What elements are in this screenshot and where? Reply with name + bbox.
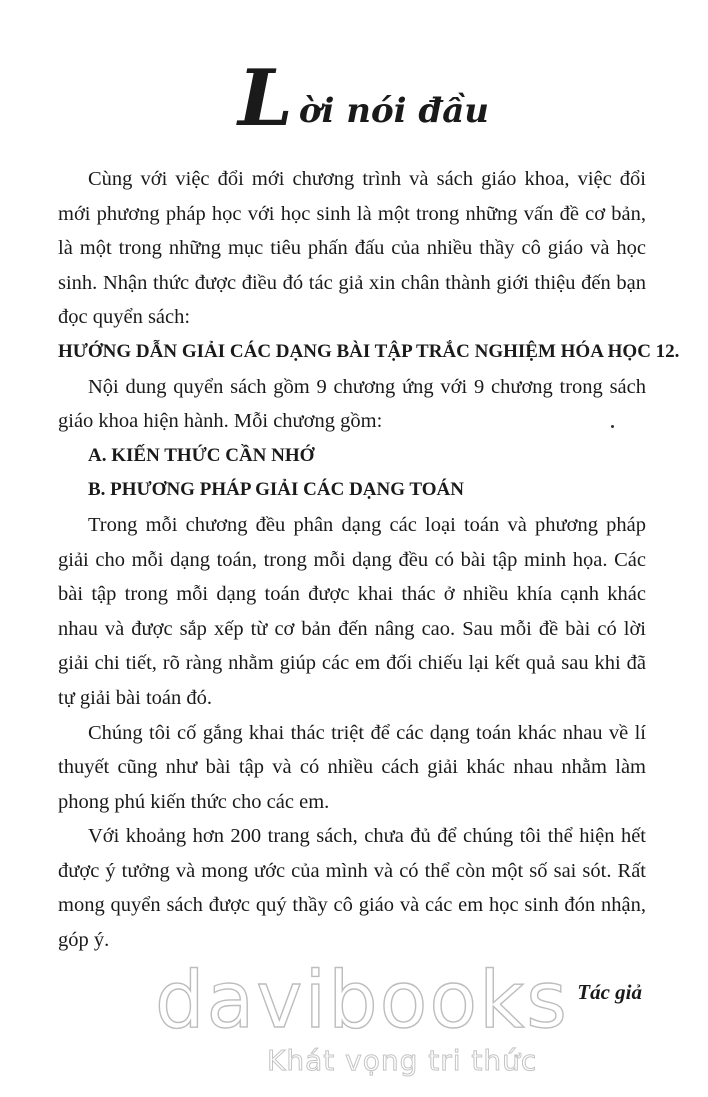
author-signature: Tác giả (577, 980, 642, 1004)
stray-dot (611, 425, 614, 428)
watermark-tagline: Khát vọng tri thức (267, 1044, 538, 1077)
paragraph-contents: Nội dung quyển sách gồm 9 chương ứng với 9 chương trong sách giáo khoa hiện hành. Mỗi chương gồm: (58, 375, 646, 433)
book-title: HƯỚNG DẪN GIẢI CÁC DẠNG BÀI TẬP TRẮC NGHIỆM HÓA HỌC 12. (58, 340, 680, 362)
section-a-heading: A. KIẾN THỨC CẦN NHỚ (88, 444, 315, 466)
watermark (155, 956, 575, 1077)
section-b-heading: B. PHƯƠNG PHÁP GIẢI CÁC DẠNG TOÁN (88, 479, 464, 501)
watermark-brand: davibooks (155, 956, 569, 1046)
title-rest: ời nói đầu (298, 91, 489, 131)
paragraph-effort: Chúng tôi cố gắng khai thác triệt để các dạng toán khác nhau về lí thuyết cũng như bài tập và có nhiều cách giải khác nhau nhằm làm phong phú kiến thức cho các em. (58, 721, 646, 813)
paragraph-intro: Cùng với việc đổi mới chương trình và sách giáo khoa, việc đổi mới phương pháp học với học sinh là một trong những vấn đề cơ bản, là một trong những mục tiêu phấn đấu của nhiều thầy cô giáo và học sinh. Nhận thức được điều đó tác giả xin chân thành giới thiệu đến bạn đọc quyển sách: (58, 168, 646, 329)
paragraph-method: Trong mỗi chương đều phân dạng các loại toán và phương pháp giải cho mỗi dạng toán, trong mỗi dạng đều có bài tập minh họa. Các bài tập trong mỗi dạng toán được khai thác ở nhiều khía cạnh khác nhau và được sắp xếp từ cơ bản đến nâng cao. Sau mỗi đề bài có lời giải chi tiết, rõ ràng nhằm giúp các em đối chiếu lại kết quả sau khi đã tự giải bài toán đó. (58, 513, 646, 709)
preface-body (58, 162, 680, 958)
paragraph-closing: Với khoảng hơn 200 trang sách, chưa đủ để chúng tôi thể hiện hết được ý tưởng và mong ước của mình và có thể còn một số sai sót. Rất mong quyển sách được quý thầy cô giáo và các em học sinh đón nhận, góp ý. (58, 825, 646, 952)
title-initial: L (238, 53, 293, 144)
page-title (238, 53, 489, 144)
